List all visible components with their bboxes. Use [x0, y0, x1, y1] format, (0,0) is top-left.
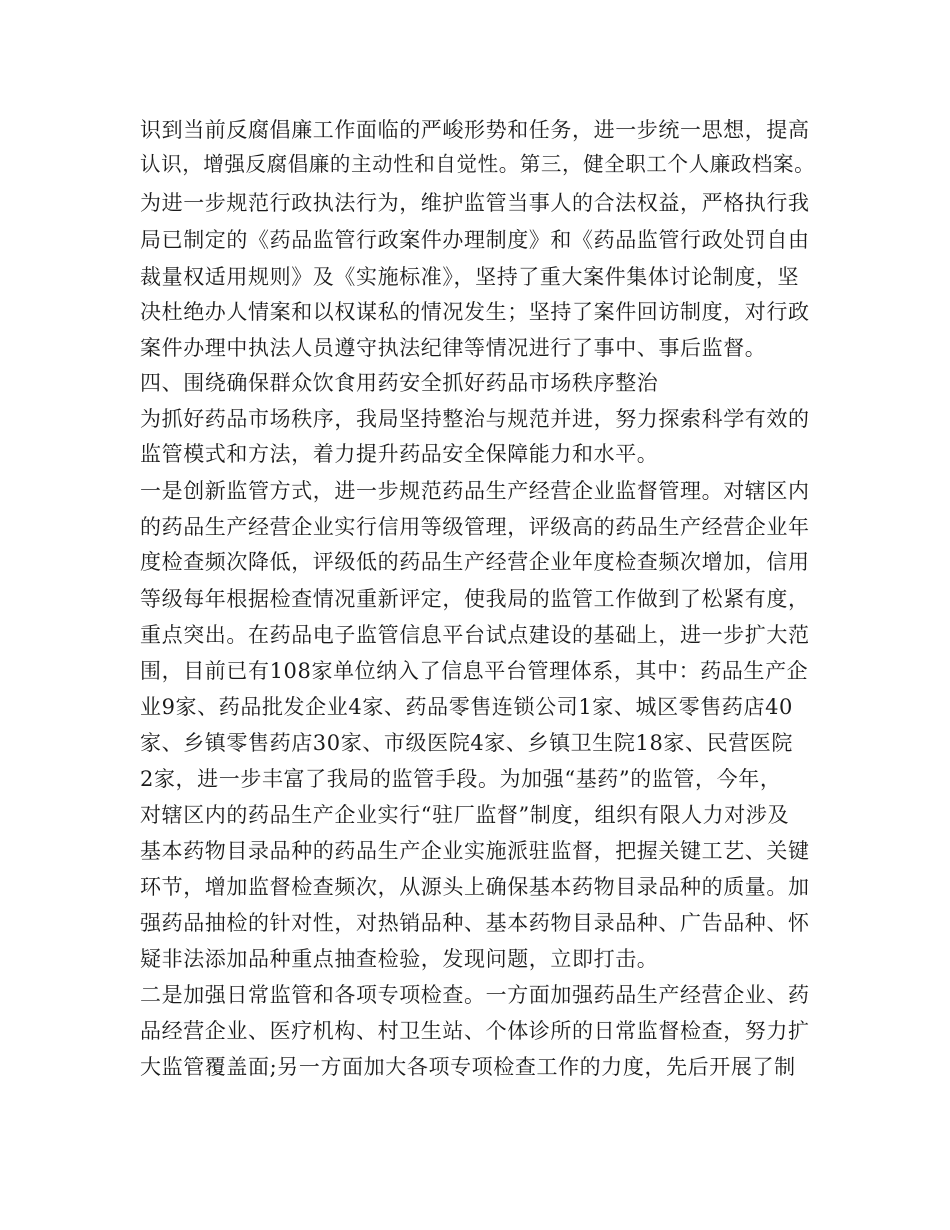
- text-line: 等级每年根据检查情况重新评定，使我局的监管工作做到了松紧有度，: [140, 587, 810, 611]
- text-line: 认识，增强反腐倡廉的主动性和自觉性。第三，健全职工个人廉政档案。: [140, 152, 816, 176]
- text-line: 重点突出。在药品电子监管信息平台试点建设的基础上，进一步扩大范: [140, 623, 810, 647]
- text-line: 品经营企业、医疗机构、村卫生站、个体诊所的日常监督检查，努力扩: [140, 1019, 810, 1043]
- text-line: 大监管覆盖面;另一方面加大各项专项检查工作的力度，先后开展了制: [140, 1055, 796, 1079]
- text-line: 度检查频次降低，评级低的药品生产经营企业年度检查频次增加，信用: [140, 550, 810, 574]
- text-line: 案件办理中执法人员遵守执法纪律等情况进行了事中、事后监督。: [140, 336, 767, 360]
- text-line: 基本药物目录品种的药品生产企业实施派驻监督，把握关键工艺、关键: [140, 839, 810, 863]
- text-line: 监管模式和方法，着力提升药品安全保障能力和水平。: [140, 442, 659, 466]
- text-line: 识到当前反腐倡廉工作面临的严峻形势和任务，进一步统一思想，提高: [140, 118, 810, 142]
- text-line: 家、乡镇零售药店30家、市级医院4家、乡镇卫生院18家、民营医院: [140, 731, 794, 755]
- text-line: 业9家、药品批发企业4家、药品零售连锁公司1家、城区零售药店40: [140, 695, 794, 719]
- text-line: 的药品生产经营企业实行信用等级管理，评级高的药品生产经营企业年: [140, 515, 810, 539]
- text-line: 决杜绝办人情案和以权谋私的情况发生；坚持了案件回访制度，对行政: [140, 300, 810, 324]
- text-line: 2家，进一步丰富了我局的监管手段。为加强“基药”的监管，今年，: [140, 767, 782, 791]
- text-line: 环节，增加监督检查频次，从源头上确保基本药物目录品种的质量。加: [140, 875, 810, 899]
- text-line: 对辖区内的药品生产企业实行“驻厂监督”制度，组织有限人力对涉及: [140, 803, 790, 827]
- text-line: 二是加强日常监管和各项专项检查。一方面加强药品生产经营企业、药: [140, 983, 810, 1007]
- text-line: 强药品抽检的针对性，对热销品种、基本药物目录品种、广告品种、怀: [140, 911, 810, 935]
- text-line: 一是创新监管方式，进一步规范药品生产经营企业监督管理。对辖区内: [140, 479, 810, 503]
- text-line: 围，目前已有108家单位纳入了信息平台管理体系，其中：药品生产企: [140, 659, 809, 683]
- text-line: 为进一步规范行政执法行为，维护监管当事人的合法权益，严格执行我: [140, 191, 810, 215]
- text-line: 疑非法添加品种重点抽查检验，发现问题，立即打击。: [140, 947, 659, 971]
- text-line: 为抓好药品市场秩序，我局坚持整治与规范并进，努力探索科学有效的: [140, 407, 810, 431]
- section-heading: 四、围绕确保群众饮食用药安全抓好药品市场秩序整治: [140, 371, 659, 395]
- text-line: 裁量权适用规则》及《实施标准》，坚持了重大案件集体讨论制度，坚: [140, 265, 800, 289]
- text-line: 局已制定的《药品监管行政案件办理制度》和《药品监管行政处罚自由: [140, 228, 810, 252]
